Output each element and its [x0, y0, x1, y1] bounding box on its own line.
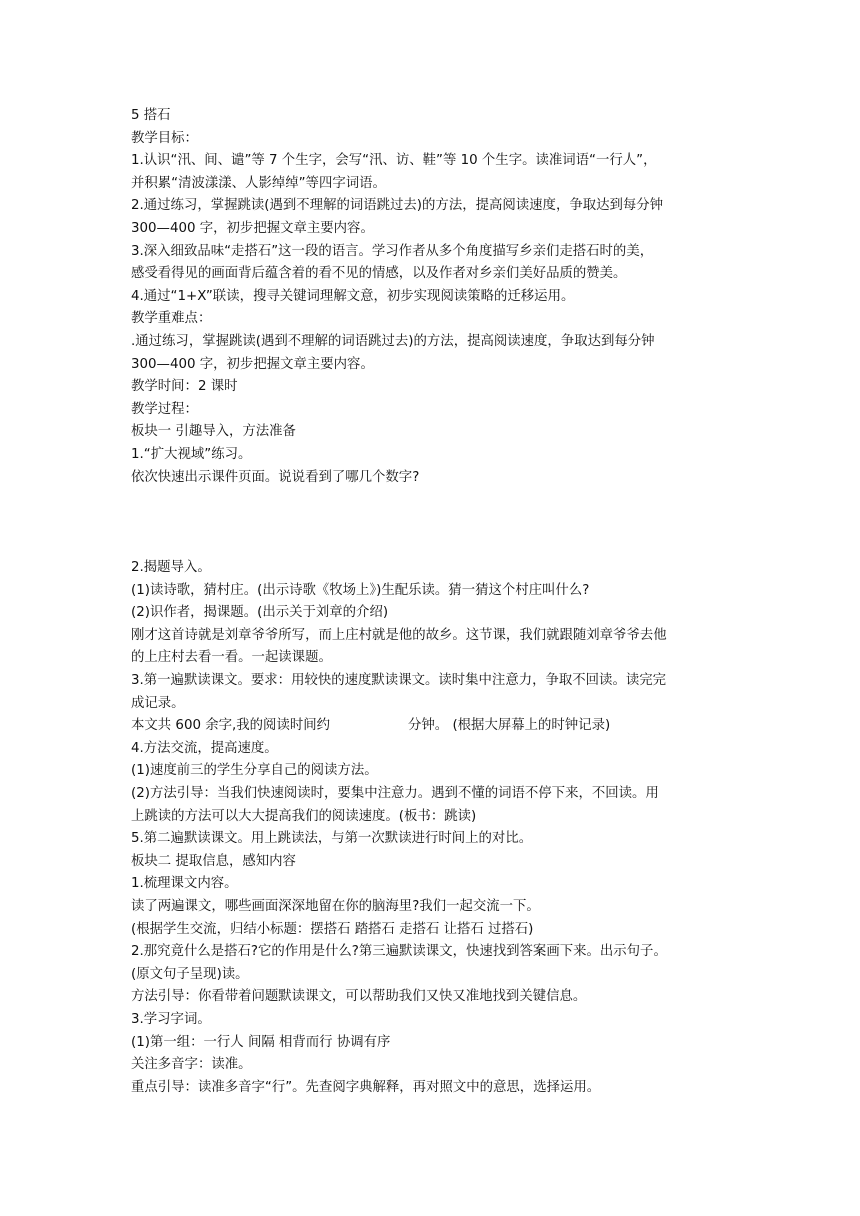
reading-time-line — [131, 715, 731, 738]
text-line: 教学重难点： — [131, 311, 212, 327]
doc-title: 5 搭石 — [131, 108, 171, 123]
section-process — [131, 557, 731, 1099]
text-line: 4.方法交流，提高速度。 — [131, 740, 278, 756]
section-objectives — [131, 105, 731, 489]
text-line: 5.第二遍默读课文。用上跳读法，与第一次默读进行时间上的对比。 — [131, 831, 533, 847]
text-line: 关注多音字：读准。 — [131, 1057, 252, 1073]
text-line: 并积累“清波漾漾、人影绰绰”等四字词语。 — [131, 175, 386, 191]
text-line: 2.那究竟什么是搭石?它的作用是什么?第三遍默读课文，快速找到答案画下来。出示句子。 — [131, 944, 667, 960]
text-line: 方法引导：你看带着问题默读课文，可以帮助我们又快又准地找到关键信息。 — [131, 989, 587, 1005]
text-line: (根据学生交流，归结小标题：摆搭石 踏搭石 走搭石 让搭石 过搭石) — [131, 921, 534, 937]
text-line: 读了两遍课文，哪些画面深深地留在你的脑海里?我们一起交流一下。 — [131, 899, 540, 914]
text-line: 2.揭题导入。 — [131, 560, 211, 576]
text-line: 板块一 引趣导入，方法准备 — [131, 424, 296, 440]
text-line: 刚才这首诗就是刘章爷爷所写，而上庄村就是他的故乡。这节课，我们就跟随刘章爷爷去他 — [131, 627, 667, 643]
text-line: 300—400 字，初步把握文章主要内容。 — [131, 220, 374, 236]
text-line: 300—400 字，初步把握文章主要内容。 — [131, 356, 374, 372]
text-line: 教学时间：2 课时 — [131, 379, 238, 395]
text-line: 1.“扩大视域”练习。 — [131, 446, 252, 462]
text-line: 3.深入细致品味“走搭石”这一段的语言。学习作者从多个角度描写乡亲们走搭石时的美， — [131, 243, 654, 259]
text-line: 感受看得见的画面背后蕴含着的看不见的情感，以及作者对乡亲们美好品质的赞美。 — [131, 266, 627, 282]
document-page — [131, 105, 731, 1099]
text-line: 3.学习字词。 — [131, 1011, 211, 1027]
text-line: 1.梳理课文内容。 — [131, 876, 238, 892]
text-line: 成记录。 — [131, 695, 185, 711]
text-line: (1)第一组：一行人 间隔 相背而行 协调有序 — [131, 1034, 391, 1050]
text-line: 4.通过“1+X”联读，搜寻关键词理解文意，初步实现阅读策略的迁移运用。 — [131, 288, 575, 304]
reading-time-prefix: 本文共 600 余字,我的阅读时间约 — [131, 718, 331, 734]
text-line: 板块二 提取信息，感知内容 — [131, 853, 296, 869]
text-line: (2)识作者，揭课题。(出示关于刘章的介绍) — [131, 605, 389, 621]
text-line: .通过练习，掌握跳读(遇到不理解的词语跳过去)的方法，提高阅读速度，争取达到每分钟 — [131, 333, 655, 349]
text-line: 1.认识“汛、间、谴”等 7 个生字，会写“汛、访、鞋”等 10 个生字。读准词语“一行人”， — [131, 153, 657, 169]
text-line: (原文句子呈现)读。 — [131, 966, 249, 982]
text-line: 的上庄村去看一看。一起读课题。 — [131, 650, 332, 666]
blank-space — [131, 489, 731, 557]
text-line: 依次快速出示课件页面。说说看到了哪几个数字? — [131, 469, 420, 485]
text-line: 3.第一遍默读课文。要求：用较快的速度默读课文。读时集中注意力，争取不回读。读完完 — [131, 673, 667, 689]
text-line: (1)读诗歌，猜村庄。(出示诗歌《牧场上》)生配乐读。猜一猜这个村庄叫什么? — [131, 582, 590, 598]
reading-time-suffix: 分钟。 (根据大屏幕上的时钟记录) — [408, 718, 611, 734]
text-line: (1)速度前三的学生分享自己的阅读方法。 — [131, 763, 378, 779]
text-line: 教学过程： — [131, 401, 198, 417]
text-line: 重点引导：读准多音字“行”。先查阅字典解释，再对照文中的意思，选择运用。 — [131, 1079, 601, 1095]
text-line: (2)方法引导：当我们快速阅读时，要集中注意力。遇到不懂的词语不停下来，不回读。用 — [131, 786, 659, 802]
text-line: 教学目标： — [131, 130, 198, 146]
text-line: 上跳读的方法可以大大提高我们的阅读速度。(板书：跳读) — [131, 808, 477, 824]
text-line: 2.通过练习，掌握跳读(遇到不理解的词语跳过去)的方法，提高阅读速度，争取达到每分钟 — [131, 198, 664, 214]
